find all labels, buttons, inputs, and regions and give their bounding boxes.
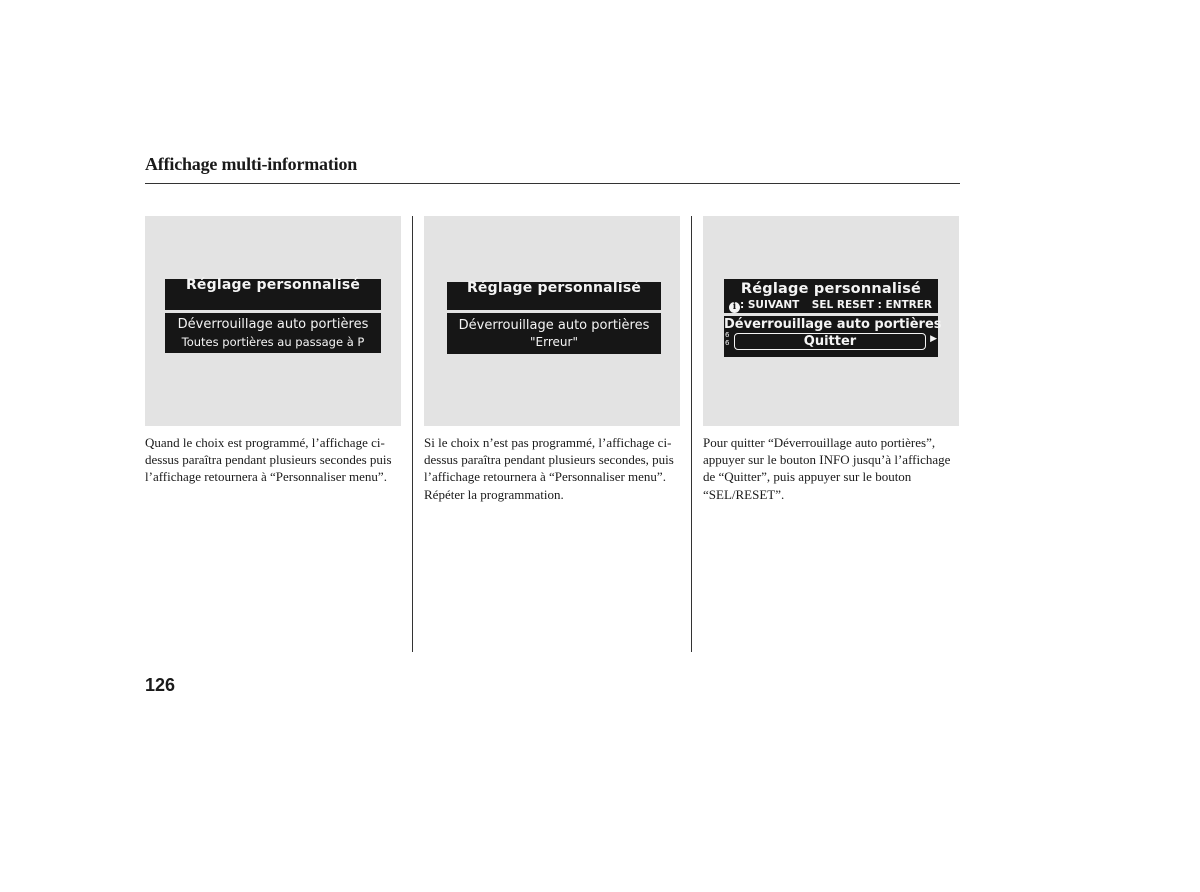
display-screen-1 [165, 279, 381, 353]
caption-1: Quand le choix est programmé, l’affichage ci-dessus paraîtra pendant plusieurs secondes puis l’affichage retournera à “Personnaliser menu”. [145, 435, 392, 485]
display-panel-3 [703, 216, 959, 426]
display-screen-2 [447, 282, 661, 354]
column-divider-1 [412, 216, 413, 652]
screen-header: Réglage personnalisé [185, 277, 361, 293]
next-hint: : SUIVANT [740, 299, 800, 311]
screen-line-1: Déverrouillage auto portières [724, 317, 942, 332]
enter-hint: SEL RESET : ENTRER [811, 299, 932, 311]
page-number: 126 [145, 675, 176, 695]
display-screen-3 [724, 279, 942, 357]
screen-header: Réglage personnalisé [740, 281, 922, 297]
info-icon: i [729, 302, 740, 313]
display-panel-1 [145, 216, 401, 426]
display-panel-2 [424, 216, 680, 426]
screen-separator [724, 313, 938, 316]
quit-option: Quitter [734, 333, 926, 350]
title-rule [145, 183, 960, 184]
screen-separator [165, 310, 381, 313]
screen-line-1: Déverrouillage auto portières [458, 318, 650, 333]
column-divider-2 [691, 216, 692, 652]
screen-line-2: Toutes portières au passage à P [181, 335, 365, 349]
screen-hint-row [724, 299, 938, 313]
right-arrow-icon: ▶ [930, 334, 937, 344]
caption-3: Pour quitter “Déverrouillage auto portières”, appuyer sur le bouton INFO jusqu’à l’affichage de “Quitter”, puis appuyer sur le bouton “SEL/RESET”. [703, 435, 951, 502]
screen-line-2: "Erreur" [530, 335, 578, 349]
side-indicator: 6 6 [725, 331, 730, 347]
screen-line-1: Déverrouillage auto portières [177, 317, 369, 332]
page-title: Affichage multi-information [145, 154, 358, 174]
screen-separator [447, 310, 661, 313]
screen-header: Réglage personnalisé [466, 280, 642, 296]
caption-2: Si le choix n’est pas programmé, l’affichage ci-dessus paraîtra pendant plusieurs secondes, puis l’affichage retournera à “Personnaliser menu”. Répéter la programmation. [424, 435, 674, 502]
